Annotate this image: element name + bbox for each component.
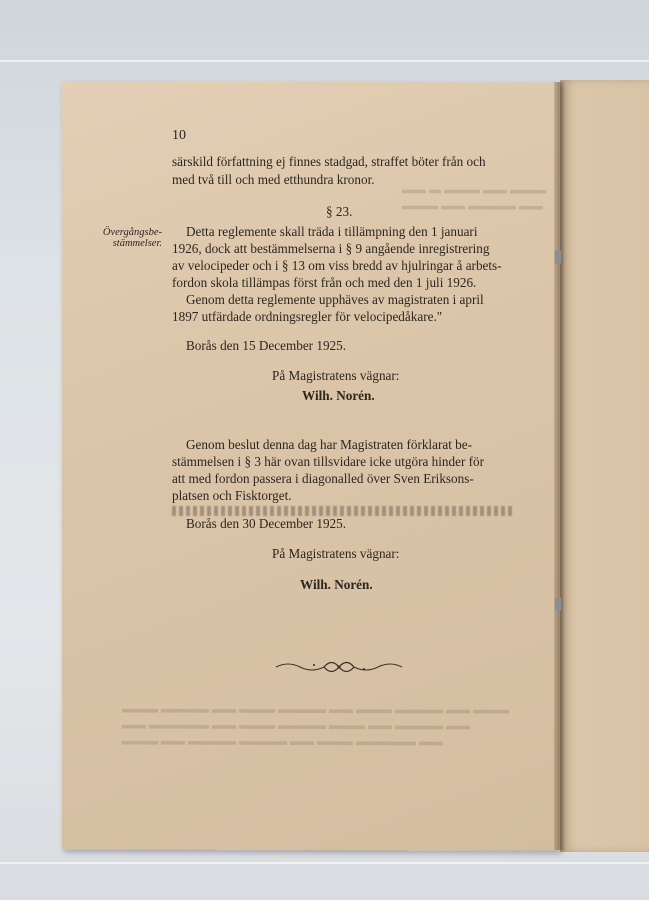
staple [555, 597, 561, 611]
on-behalf-line: På Magistratens vägnar: [272, 368, 400, 383]
date-line: Borås den 30 December 1925. [186, 516, 347, 531]
text-line: stämmelsen i § 3 här ovan tillsvidare icke utgöra hinder för [172, 454, 485, 469]
text-line: platsen och Fisktorget. [172, 488, 292, 503]
margin-note-line: stämmelser. [112, 238, 162, 249]
text-line: Genom detta reglemente upphäves av magistraten i april [186, 292, 484, 307]
text-line: särskild författning ej finnes stadgad, straffet böter från och [172, 154, 486, 169]
signature: Wilh. Norén. [300, 577, 373, 592]
staple [555, 250, 561, 264]
text-line: av velocipeder och i § 13 om viss bredd av hjulringar å arbets- [172, 258, 502, 273]
text-line: att med fordon passera i diagonalled över Sven Eriksons- [172, 471, 474, 486]
bleed-through-text: ▬▬ ▬ ▬▬▬ ▬▬ ▬▬▬ [402, 182, 546, 197]
page-gutter [554, 82, 564, 850]
sleeve-edge [0, 862, 649, 864]
margin-note-line: Övergångsbe- [102, 227, 162, 238]
signature: Wilh. Norén. [302, 388, 375, 403]
margin-note [100, 227, 162, 249]
text-line: fordon skola tillämpas först från och med den 1 juli 1926. [172, 275, 477, 290]
on-behalf-line: På Magistratens vägnar: [272, 546, 400, 561]
text-line: 1926, dock att bestämmelserna i § 9 angående inregistrering [172, 241, 490, 256]
text-line: Genom beslut denna dag har Magistraten förklarat be- [186, 437, 472, 452]
bleed-through-text: ▬▬ ▬▬▬▬▬ ▬▬ ▬▬▬ ▬▬▬▬ ▬▬▬ ▬▬ ▬▬▬▬ ▬▬ [122, 717, 470, 733]
sleeve-edge [0, 60, 649, 62]
text-line: med två till och med etthundra kronor. [172, 172, 375, 187]
section-heading: § 23. [326, 204, 353, 219]
bleed-through-text: ▬▬▬ ▬▬ ▬▬▬▬ ▬▬ [402, 198, 543, 213]
date-line: Borås den 15 December 1925. [186, 338, 347, 353]
ornament-divider-icon [274, 660, 404, 674]
text-line: Detta reglemente skall träda i tillämpning den 1 januari [186, 224, 478, 239]
page-number: 10 [172, 128, 186, 143]
facing-page [560, 80, 649, 852]
text-line: 1897 utfärdade ordningsregler för velocipedåkare." [172, 309, 443, 324]
smudged-line [172, 506, 512, 516]
bleed-through-text: ▬▬▬ ▬▬▬▬ ▬▬ ▬▬▬ ▬▬▬▬ ▬▬ ▬▬▬ ▬▬▬▬ ▬▬ ▬▬▬ [122, 701, 509, 717]
bleed-through-text: ▬▬▬ ▬▬ ▬▬▬▬ ▬▬▬▬ ▬▬ ▬▬▬ ▬▬▬▬▬ ▬▬ [122, 733, 443, 749]
